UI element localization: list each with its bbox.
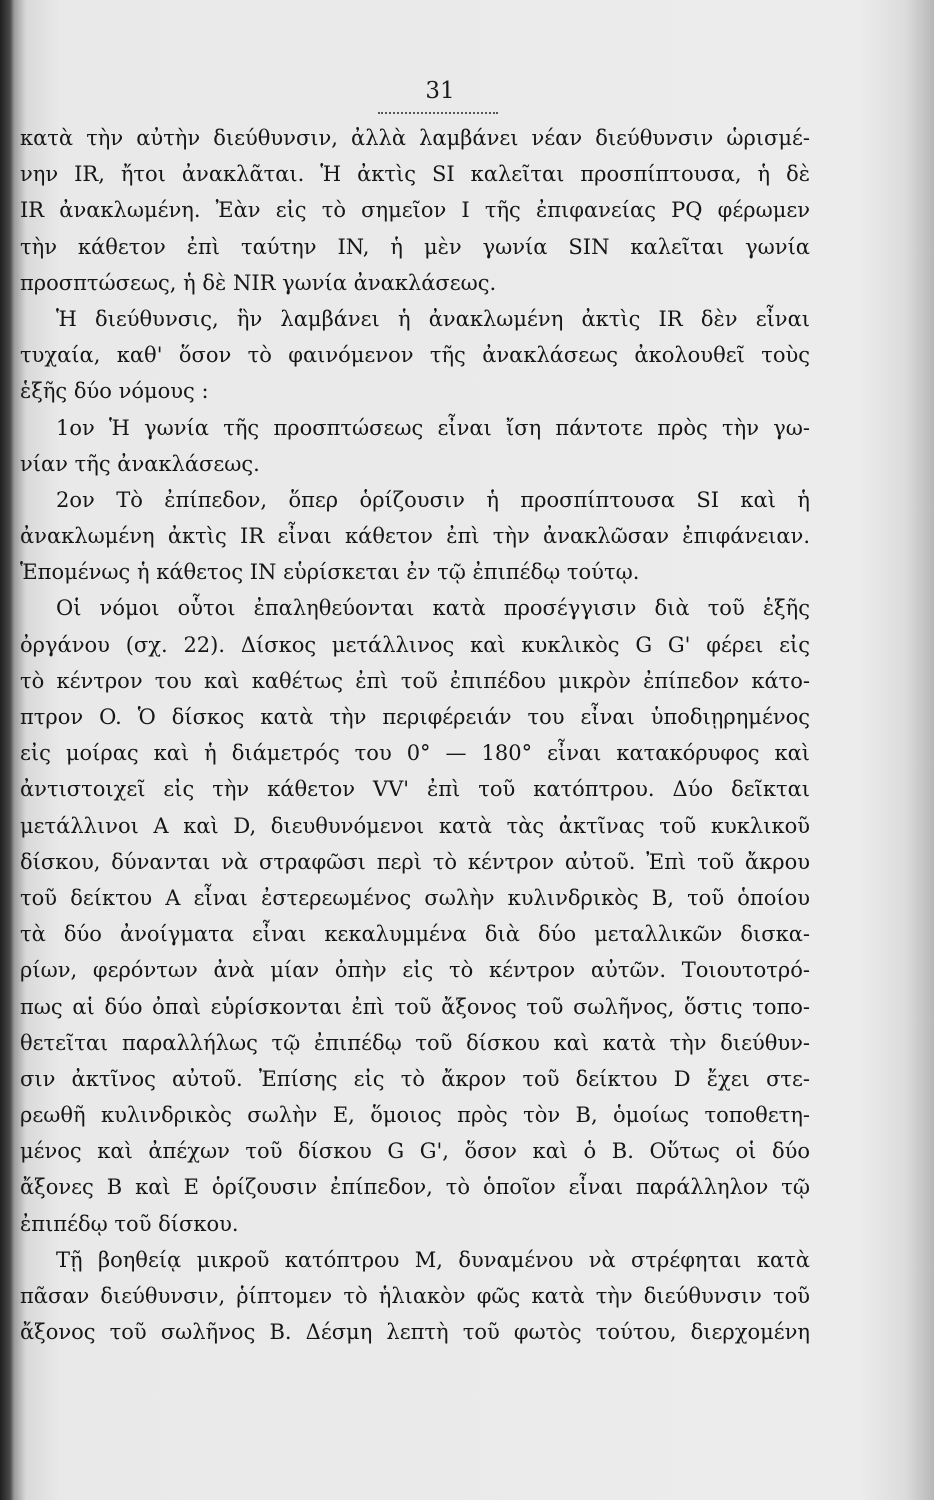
page-number: 31	[425, 78, 455, 104]
text-line: εἰς μοίρας καὶ ἡ διάμετρός του 0° — 180° εἶναι κατακόρυφος καὶ	[20, 741, 810, 766]
text-line: ὀργάνου (σχ. 22). Δίσκος μετάλλινος καὶ κυκλικὸς G G' φέρει εἰς	[20, 632, 810, 657]
text-line: Οἱ νόμοι οὗτοι ἐπαληθεύονται κατὰ προσέγγισιν διὰ τοῦ ἑξῆς	[56, 596, 810, 621]
text-line: ἀντιστοιχεῖ εἰς τὴν κάθετον VV' ἐπὶ τοῦ κατόπτρου. Δύο δεῖκται	[20, 777, 810, 802]
text-line: νίαν τῆς ἀνακλάσεως.	[20, 451, 260, 476]
text-line: Τῇ βοηθείᾳ μικροῦ κατόπτρου M, δυναμένου νὰ στρέφηται κατὰ	[56, 1247, 810, 1272]
header-rule	[378, 112, 498, 114]
text-line: ρεωθῆ κυλινδρικὸς σωλὴν E, ὅμοιος πρὸς τὸν B, ὁμοίως τοποθετη-	[20, 1103, 810, 1128]
text-line: πως αἱ δύο ὀπαὶ εὑρίσκονται ἐπὶ τοῦ ἄξονος τοῦ σωλῆνος, ὅστις τοπο-	[20, 994, 810, 1019]
text-line: τὸ κέντρον του καὶ καθέτως ἐπὶ τοῦ ἐπιπέδου μικρὸν ἐπίπεδον κάτο-	[20, 668, 810, 693]
text-line: ἄξονος τοῦ σωλῆνος B. Δέσμη λεπτὴ τοῦ φωτὸς τούτου, διερχομένη	[20, 1320, 810, 1345]
text-line: ἐπιπέδῳ τοῦ δίσκου.	[20, 1211, 239, 1236]
text-line: μετάλλινοι A καὶ D, διευθυνόμενοι κατὰ τὰς ἀκτῖνας τοῦ κυκλικοῦ	[20, 813, 810, 838]
text-line: τὴν κάθετον ἐπὶ ταύτην IN, ἡ μὲν γωνία SIN καλεῖται γωνία	[20, 234, 810, 259]
text-line: θετεῖται παραλλήλως τῷ ἐπιπέδῳ τοῦ δίσκου καὶ κατὰ τὴν διεύθυν-	[20, 1030, 810, 1055]
text-line: τοῦ δείκτου A εἶναι ἐστερεωμένος σωλὴν κυλινδρικὸς B, τοῦ ὁποίου	[20, 885, 810, 910]
text-line: ἄξονες B καὶ E ὁρίζουσιν ἐπίπεδον, τὸ ὁποῖον εἶναι παράλληλον τῷ	[20, 1175, 810, 1200]
text-line: πτρον O. Ὁ δίσκος κατὰ τὴν περιφέρειάν του εἶναι ὑποδιῃρημένος	[20, 705, 810, 729]
text-line: δίσκου, δύνανται νὰ στραφῶσι περὶ τὸ κέντρον αὐτοῦ. Ἐπὶ τοῦ ἄκρου	[20, 849, 810, 874]
text-line: προσπτώσεως, ἡ δὲ NIR γωνία ἀνακλάσεως.	[20, 270, 497, 295]
text-line: τὰ δύο ἀνοίγματα εἶναι κεκαλυμμένα διὰ δύο μεταλλικῶν δισκα-	[20, 922, 810, 947]
text-line: τυχαία, καθ' ὅσον τὸ φαινόμενον τῆς ἀνακλάσεως ἀκολουθεῖ τοὺς	[20, 343, 810, 368]
text-line: IR ἀνακλωμένη. Ἐὰν εἰς τὸ σημεῖον I τῆς ἐπιφανείας PQ φέρωμεν	[20, 198, 810, 223]
text-line: ἀνακλωμένη ἀκτὶς IR εἶναι κάθετον ἐπὶ τὴν ἀνακλῶσαν ἐπιφάνειαν.	[20, 524, 810, 549]
law-2-line: 2ον Τὸ ἐπίπεδον, ὅπερ ὁρίζουσιν ἡ προσπίπτουσα SI καὶ ἡ	[56, 487, 810, 512]
text-line: Ἡ διεύθυνσις, ἣν λαμβάνει ἡ ἀνακλωμένη ἀκτὶς IR δὲν εἶναι	[56, 306, 810, 331]
text-line: σιν ἀκτῖνος αὐτοῦ. Ἐπίσης εἰς τὸ ἄκρον τοῦ δείκτου D ἔχει στε-	[20, 1066, 810, 1091]
book-spine-shadow	[0, 0, 14, 1500]
text-line: πᾶσαν διεύθυνσιν, ῥίπτομεν τὸ ἡλιακὸν φῶς κατὰ τὴν διεύθυνσιν τοῦ	[20, 1284, 810, 1308]
text-line: ρίων, φερόντων ἀνὰ μίαν ὀπὴν εἰς τὸ κέντρον αὐτῶν. Τοιουτοτρό-	[20, 958, 810, 983]
text-line: νην IR, ἤτοι ἀνακλᾶται. Ἡ ἀκτὶς SI καλεῖται προσπίπτουσα, ἡ δὲ	[20, 162, 810, 187]
text-line: μένος καὶ ἀπέχων τοῦ δίσκου G G', ὅσον καὶ ὁ B. Οὕτως οἱ δύο	[20, 1139, 810, 1164]
body-text	[20, 120, 810, 1350]
text-line: κατὰ τὴν αὐτὴν διεύθυνσιν, ἀλλὰ λαμβάνει νέαν διεύθυνσιν ὡρισμέ-	[20, 126, 810, 150]
law-1-line: 1ον Ἡ γωνία τῆς προσπτώσεως εἶναι ἴση πάντοτε πρὸς τὴν γω-	[56, 415, 810, 440]
text-line: ἑξῆς δύο νόμους :	[20, 379, 209, 404]
text-line: Ἑπομένως ἡ κάθετος IN εὑρίσκεται ἐν τῷ ἐπιπέδῳ τούτῳ.	[20, 560, 640, 585]
